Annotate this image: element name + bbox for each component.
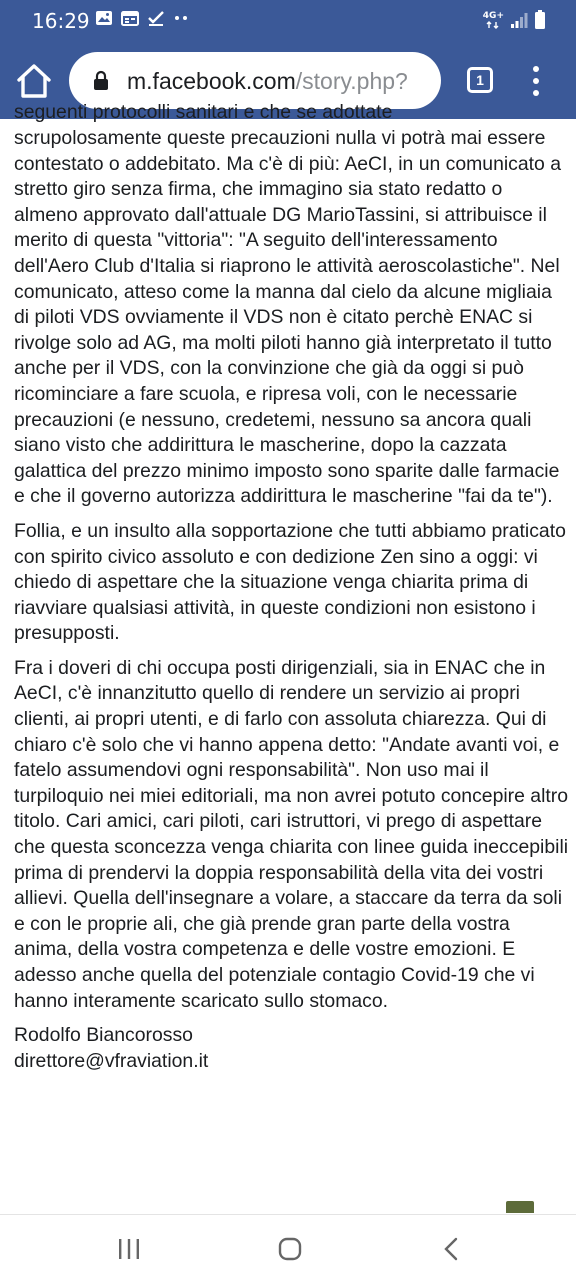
article-paragraph: scrupolosamente queste precauzioni nulla vi potrà mai essere contestato o addebitato. Ma c'è di più: AeCI, in un comunicato a stretto giro senza firma, che immagino sia stato redatto o almeno approvato dall'attuale DG MarioTassini, si attribuisce il merito di questa "vittoria": "A seguito dell'interessamento dell'Aero Club d'Italia si riaprono le attività aeroscolastiche". Nel comunicato, atteso come la manna dal cielo da alcune migliaia di piloti VDS ovviamente il VDS non è citato perchè ENAC si rivolge solo ad AG, ma molti piloti hanno già interpretato il tutto anche per il VDS, con la convinzione che già da oggi si può ricominciare a fare scuola, e ripresa voli, con le necessarie precauzioni (e nessuno, credetemi, nessuno sa ancora quali siano visto che addirittura le mascherine, dopo la cazzata galattica del prezzo minimo imposto sono sparite dalle farmacie e che il governo autorizza addirittura le mascherine "fai da te"). [14, 127, 561, 508]
network-indicator [483, 12, 504, 29]
status-bar [0, 0, 576, 42]
battery-icon [534, 10, 546, 30]
home-icon[interactable] [14, 62, 54, 100]
checkmark-icon [147, 10, 165, 26]
signal-icon [510, 11, 528, 29]
article-cut-line-text: seguenti protocolli sanitari e che se adottate [14, 101, 393, 124]
url-host: m.facebook.com [127, 68, 296, 94]
navigation-bar [0, 1214, 576, 1280]
tab-switcher-button[interactable]: 1 [467, 67, 493, 93]
article-content [14, 101, 569, 1187]
data-arrows-icon [486, 21, 500, 29]
author-signature [14, 1023, 569, 1074]
avatar[interactable] [506, 1201, 534, 1213]
author-email: direttore@vfraviation.it [14, 1049, 209, 1072]
article-cut-line [14, 101, 569, 126]
system-icons [483, 10, 546, 30]
image-icon [95, 10, 113, 26]
network-label: 4G+ [482, 10, 504, 21]
overflow-menu-icon[interactable] [524, 66, 548, 98]
article-paragraph: Fra i doveri di chi occupa posti dirigenziali, sia in ENAC che in AeCI, c'è innanzitutto quello di rendere un servizio ai propri clienti, ai propri utenti, e di farlo con assoluta chiarezza. Qui di chiaro c'è solo che vi hanno appena detto: "Andate avanti voi, e fatelo assumendovi ogni responsabilità". Non uso mai il turpiloquio nei miei editoriali, ma non avrei potuto concepire altro titolo. Cari amici, cari piloti, cari istruttori, vi prego di aspettare che questa sconcezza venga chiarita con linee guida ineccepibili prima di prendervi la doppia responsabilità della vita dei vostri allievi. Quella dell'insegnare a volare, a staccare da terra da soli e con le proprie ali, che già prende gran parte della vostra anima, della vostra competenza e delle vostre emozioni. E adesso anche quella del potenziale contagio Covid-19 che vi hanno interamente scaricato sullo stomaco. [14, 656, 569, 1012]
article-paragraph: Follia, e un insulto alla sopportazione che tutti abbiamo praticato con spirito civico assoluto e con dedizione Zen sino a oggi: vi chiedo di aspettare che la situazione venga chiarita prima di riavviare qualsiasi attività, in queste condizioni non esistono i presupposti. [14, 519, 566, 645]
status-time: 16:29 [32, 9, 90, 33]
url-path: /story.php? [295, 68, 408, 94]
recent-apps-icon[interactable] [115, 1235, 143, 1263]
url-text [127, 68, 408, 95]
author-name: Rodolfo Biancorosso [14, 1024, 193, 1047]
notification-icons [95, 10, 189, 26]
back-chevron-icon[interactable] [438, 1235, 466, 1263]
more-dots-icon [173, 10, 189, 26]
home-circle-icon[interactable] [276, 1235, 304, 1263]
calendar-icon [121, 10, 139, 26]
lock-icon [93, 70, 109, 90]
